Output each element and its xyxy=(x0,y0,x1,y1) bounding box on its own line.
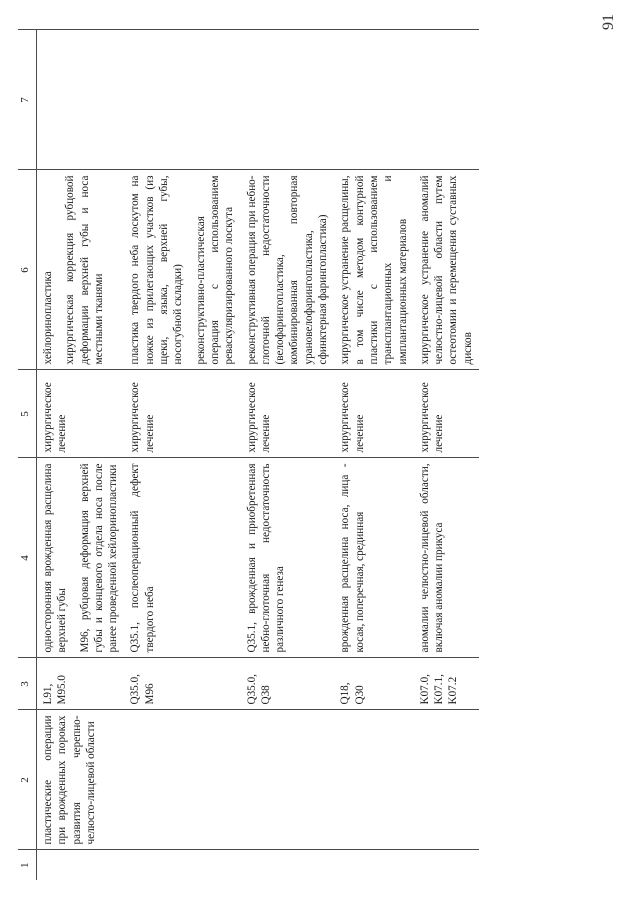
cell-treatment-type: хирургическое лечение xyxy=(124,370,240,458)
cell-treatment-method: хирургическое устранение аномалий челюстно-лицевой области путем остеотомии и перемещения суставных дисков xyxy=(414,170,479,370)
cell-codes: Q35.0, M96 xyxy=(124,658,240,710)
cell-empty xyxy=(37,30,125,170)
cell-codes: L91, M95.0 xyxy=(37,658,125,710)
cell-empty xyxy=(124,30,240,170)
table-row xyxy=(334,30,413,880)
cell-procedure-group xyxy=(241,710,335,850)
cell-procedure-group: пластические операции при врожденных пороках развития черепно-челюсто-лицевой области xyxy=(37,710,125,850)
cell-number xyxy=(414,850,479,880)
col-number: 6 xyxy=(18,170,37,370)
col-number: 3 xyxy=(18,658,37,710)
cell-diagnosis: аномалии челюстно-лицевой области, включая аномалии прикуса xyxy=(414,458,479,658)
cell-empty xyxy=(414,30,479,170)
cell-diagnosis: врожденная расщелина носа, лица - косая, поперечная, срединная xyxy=(334,458,413,658)
method-text: реконструктивно-пластическая операция с использованием реваскуляризированного лоскута xyxy=(194,175,236,365)
cell-empty xyxy=(334,30,413,170)
diagnosis-text: M96, рубцовая деформация верхней губы и концевого отдела носа после ранее проведенной хейлоринопластики xyxy=(78,463,120,653)
cell-diagnosis: Q35.1, врожденная и приобретенная небно-глоточная недостаточность различного генеза xyxy=(241,458,335,658)
cell-treatment-type: хирургическое лечение xyxy=(414,370,479,458)
diagnosis-text: односторонняя врожденная расщелина верхней губы xyxy=(42,463,69,653)
cell-codes: Q18, Q30 xyxy=(334,658,413,710)
col-number: 7 xyxy=(18,30,37,170)
cell-codes: K07.0, K07.1, K07.2 xyxy=(414,658,479,710)
col-number: 4 xyxy=(18,458,37,658)
cell-diagnosis xyxy=(37,458,125,658)
cell-treatment-method xyxy=(124,170,240,370)
cell-number xyxy=(334,850,413,880)
method-text: хейлоринопластика xyxy=(42,271,54,365)
method-text: пластика твердого неба лоскутом на ножке из прилегающих участков (из щеки, языка, верхней губы, носогубной складки) xyxy=(129,175,185,365)
cell-number xyxy=(241,850,335,880)
table-row xyxy=(241,30,335,880)
method-text: хирургическая коррекция рубцовой деформации верхней губы и носа местными тканями xyxy=(64,175,105,365)
col-number: 2 xyxy=(18,710,37,850)
cell-procedure-group xyxy=(414,710,479,850)
column-number-row xyxy=(18,30,37,880)
page-number: 91 xyxy=(600,14,617,30)
cell-diagnosis: Q35.1, послеоперационный дефект твердого неба xyxy=(124,458,240,658)
cell-treatment-type: хирургическое лечение xyxy=(334,370,413,458)
cell-procedure-group xyxy=(334,710,413,850)
cell-empty xyxy=(241,30,335,170)
cell-treatment-method xyxy=(37,170,125,370)
table-row xyxy=(124,30,240,880)
cell-treatment-type: хирургическое лечение xyxy=(241,370,335,458)
cell-codes: Q35.0, Q38 xyxy=(241,658,335,710)
medical-procedures-table xyxy=(18,30,479,881)
cell-number xyxy=(37,850,125,880)
cell-treatment-method: реконструктивная операция при небно-глоточной недостаточности (велофарингопластика, комбинированная повторная урановелофарингопластика, сфинктерная фарингопластика) xyxy=(241,170,335,370)
table-row xyxy=(37,30,125,880)
col-number: 5 xyxy=(18,370,37,458)
cell-treatment-method: хирургическое устранение расщелины, в том числе методом контурной пластики с использованием трансплантационных и имплантационных материалов xyxy=(334,170,413,370)
cell-treatment-type: хирургическое лечение xyxy=(37,370,125,458)
col-number: 1 xyxy=(18,850,37,880)
table-row xyxy=(414,30,479,880)
cell-number xyxy=(124,850,240,880)
cell-procedure-group xyxy=(124,710,240,850)
